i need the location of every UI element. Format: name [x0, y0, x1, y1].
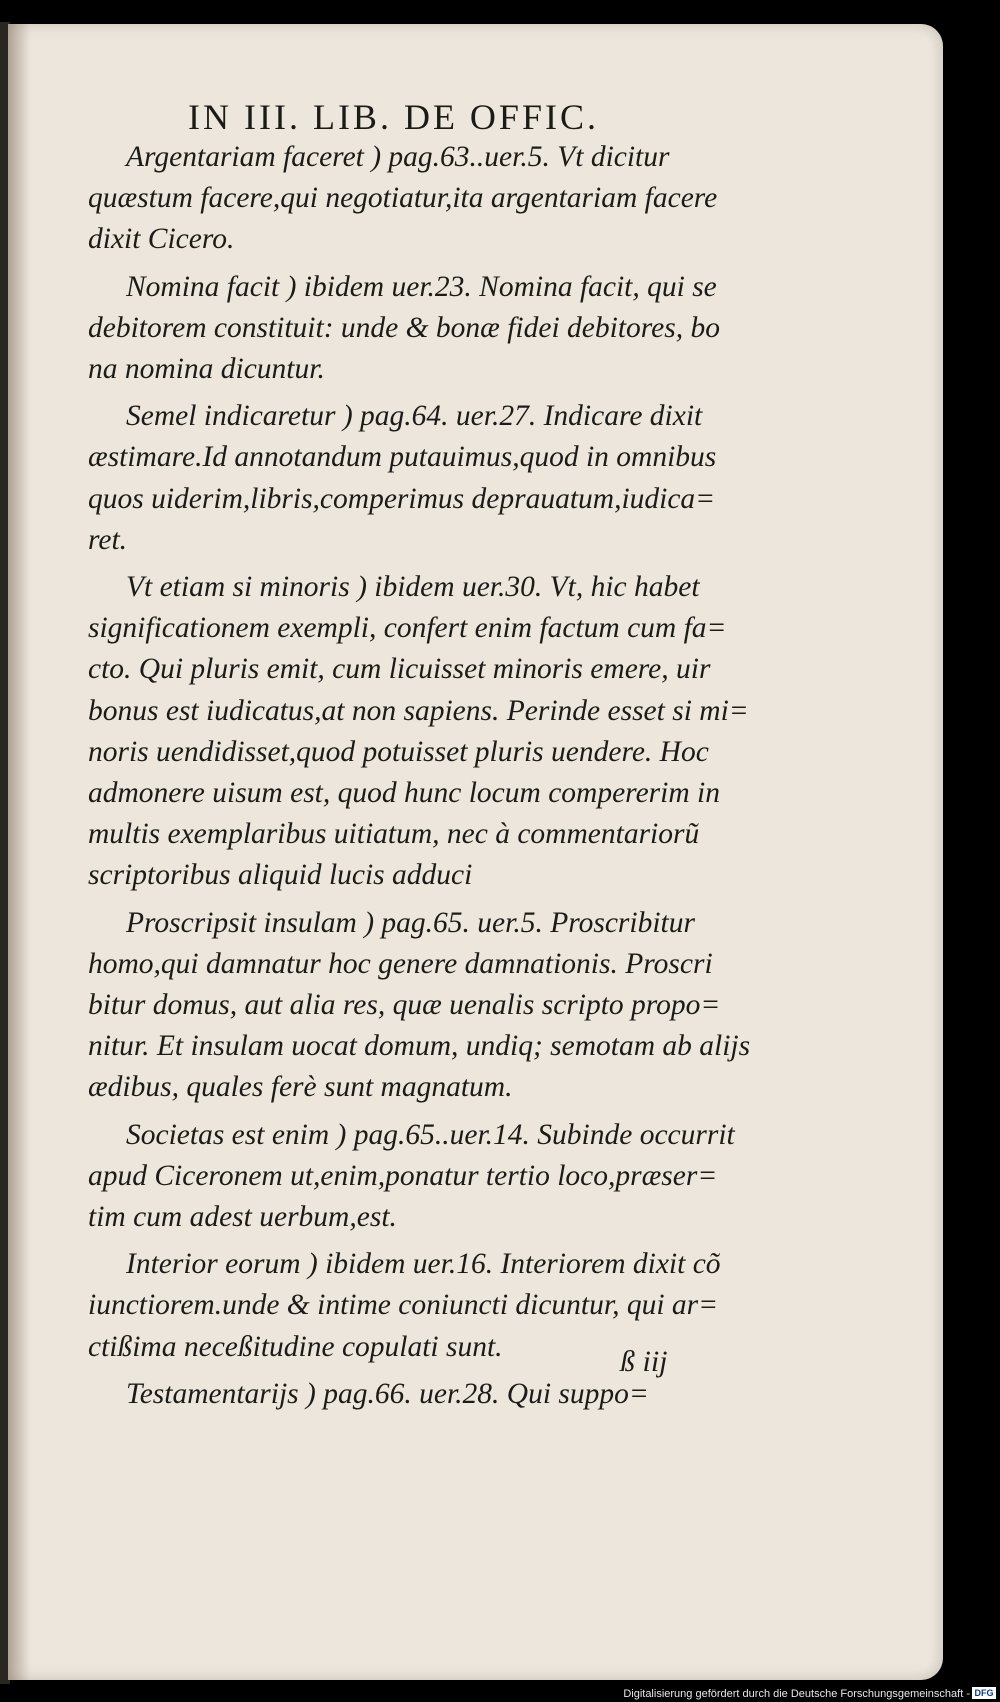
- paragraph-nomina: Nomina facit ) ibidem uer.23. Nomina facit, qui se debitorem constituit: unde & bonæ fidei debitores, bo na nomina dicuntur.: [88, 270, 720, 386]
- paragraph-societas: Societas est enim ) pag.65..uer.14. Subinde occurrit apud Ciceronem ut,enim,ponatur tertio loco,præser= tim cum adest uerbum,est.: [88, 1118, 735, 1234]
- dfg-logo-icon: DFG: [972, 1687, 996, 1699]
- paragraph-interior: Interior eorum ) ibidem uer.16. Interiorem dixit cõ iunctiorem.unde & intime coniuncti dicuntur, qui ar= ctißima neceßitudine copulati sunt.: [88, 1248, 721, 1363]
- page-gutter-shadow: [8, 24, 30, 1680]
- paragraph-argentariam: Argentariam faceret ) pag.63..uer.5. Vt dicitur quæstum facere,qui negotiatur,ita argentariam facere dixit Cicero.: [88, 141, 718, 256]
- paragraph-proscripsit: Proscripsit insulam ) pag.65. uer.5. Proscribitur homo,qui damnatur hoc genere damnationis. Proscri bitur domus, aut alia res, quæ uenalis scripto propo= nitur. Et insulam uocat domum, undiq; semotam ab alijs ædibus, quales ferè sunt magnatum.: [88, 906, 751, 1104]
- digitization-credit: Digitalisierung gefördert durch die Deutsche Forschungsgemeinschaft -: [623, 1688, 970, 1700]
- body-text: [88, 137, 756, 1421]
- running-header: IN III. LIB. DE OFFIC.: [188, 97, 599, 137]
- signature-mark: ß iij: [620, 1345, 668, 1378]
- paragraph-testamentarijs: Testamentarijs ) pag.66. uer.28. Qui suppo=: [126, 1377, 649, 1410]
- paragraph-vt-etiam: Vt etiam si minoris ) ibidem uer.30. Vt, hic habet significationem exempli, confert enim factum cum fa= cto. Qui pluris emit, cum licuisset minoris emere, uir bonus est iudicatus,at non sapiens. Perinde esset si mi= noris uendidisset,quod potuisset pluris uendere. Hoc admonere uisum est, quod hunc locum compererim in multis exemplaribus uitiatum, nec à commentariorũ scriptoribus aliquid lucis adduci: [88, 571, 749, 892]
- credit-bar: [0, 1684, 1000, 1702]
- paragraph-semel: Semel indicaretur ) pag.64. uer.27. Indicare dixit æstimare.Id annotandum putauimus,quod in omnibus quos uiderim,libris,comperimus deprauatum,iudica= ret.: [88, 400, 717, 556]
